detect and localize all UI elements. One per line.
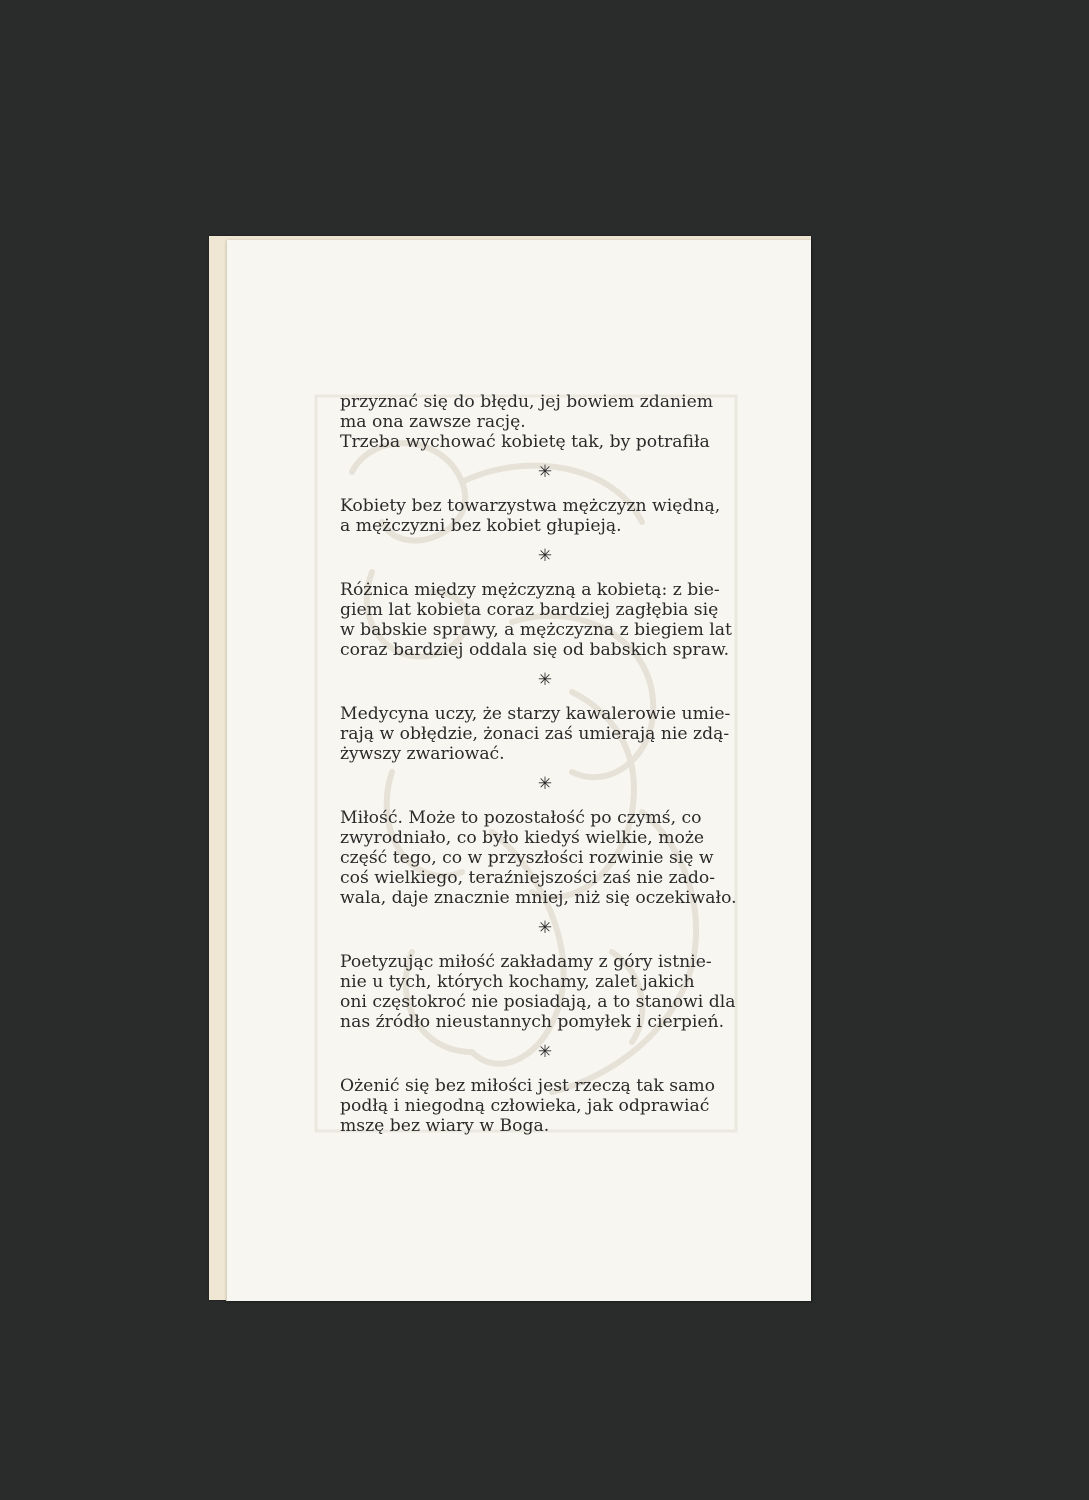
text-line: ma ona zawsze rację.	[340, 412, 526, 432]
text-line: zwyrodniało, co było kiedyś wielkie, może	[340, 828, 705, 848]
asterism-separator: ✳	[537, 918, 553, 938]
intro-paragraph	[340, 392, 750, 452]
aphorism-paragraph	[340, 580, 750, 660]
text-line: mszę bez wiary w Boga.	[340, 1116, 550, 1136]
text-line: oni częstokroć nie posiadają, a to stanowi dla	[340, 992, 736, 1012]
aphorism-paragraph	[340, 808, 750, 908]
asterism-separator: ✳	[537, 774, 553, 794]
text-line: giem lat kobieta coraz bardziej zagłębia się	[340, 600, 719, 620]
asterism-separator: ✳	[537, 1042, 553, 1062]
text-line: coraz bardziej oddala się od babskich spraw.	[340, 640, 730, 660]
text-line: coś wielkiego, teraźniejszości zaś nie zado-	[340, 868, 716, 888]
text-line: Kobiety bez towarzystwa mężczyzn więdną,	[340, 496, 721, 516]
text-line: Medycyna uczy, że starzy kawalerowie umie-	[340, 704, 731, 724]
text-line: rają w obłędzie, żonaci zaś umierają nie zdą-	[340, 724, 730, 744]
aphorism-paragraph	[340, 952, 750, 1032]
aphorism-paragraph	[340, 1076, 750, 1136]
asterism-separator: ✳	[537, 546, 553, 566]
text-line: Poetyzując miłość zakładamy z góry istnie-	[340, 952, 712, 972]
text-line: podłą i niegodną człowieka, jak odprawiać	[340, 1096, 710, 1116]
asterism-separator: ✳	[537, 462, 553, 482]
aphorism-text-column	[340, 392, 750, 1136]
text-line: Trzeba wychować kobietę tak, by potrafiła	[340, 432, 710, 452]
aphorism-paragraph	[340, 704, 750, 764]
text-line: przyznać się do błędu, jej bowiem zdaniem	[340, 392, 714, 412]
aphorism-paragraph	[340, 496, 750, 536]
asterism-separator: ✳	[537, 670, 553, 690]
text-line: Różnica między mężczyzną a kobietą: z bie-	[340, 580, 720, 600]
text-line: Miłość. Może to pozostałość po czymś, co	[340, 808, 702, 828]
text-line: część tego, co w przyszłości rozwinie się w	[340, 848, 714, 868]
text-line: w babskie sprawy, a mężczyzna z biegiem lat	[340, 620, 732, 640]
text-line: wala, daje znacznie mniej, niż się oczekiwało.	[340, 888, 737, 908]
text-line: a mężczyzni bez kobiet głupieją.	[340, 516, 622, 536]
text-line: Ożenić się bez miłości jest rzeczą tak samo	[340, 1076, 716, 1096]
text-line: żywszy zwariować.	[340, 744, 505, 764]
text-line: nas źródło nieustannych pomyłek i cierpień.	[340, 1012, 725, 1032]
text-line: nie u tych, których kochamy, zalet jakich	[340, 972, 695, 992]
